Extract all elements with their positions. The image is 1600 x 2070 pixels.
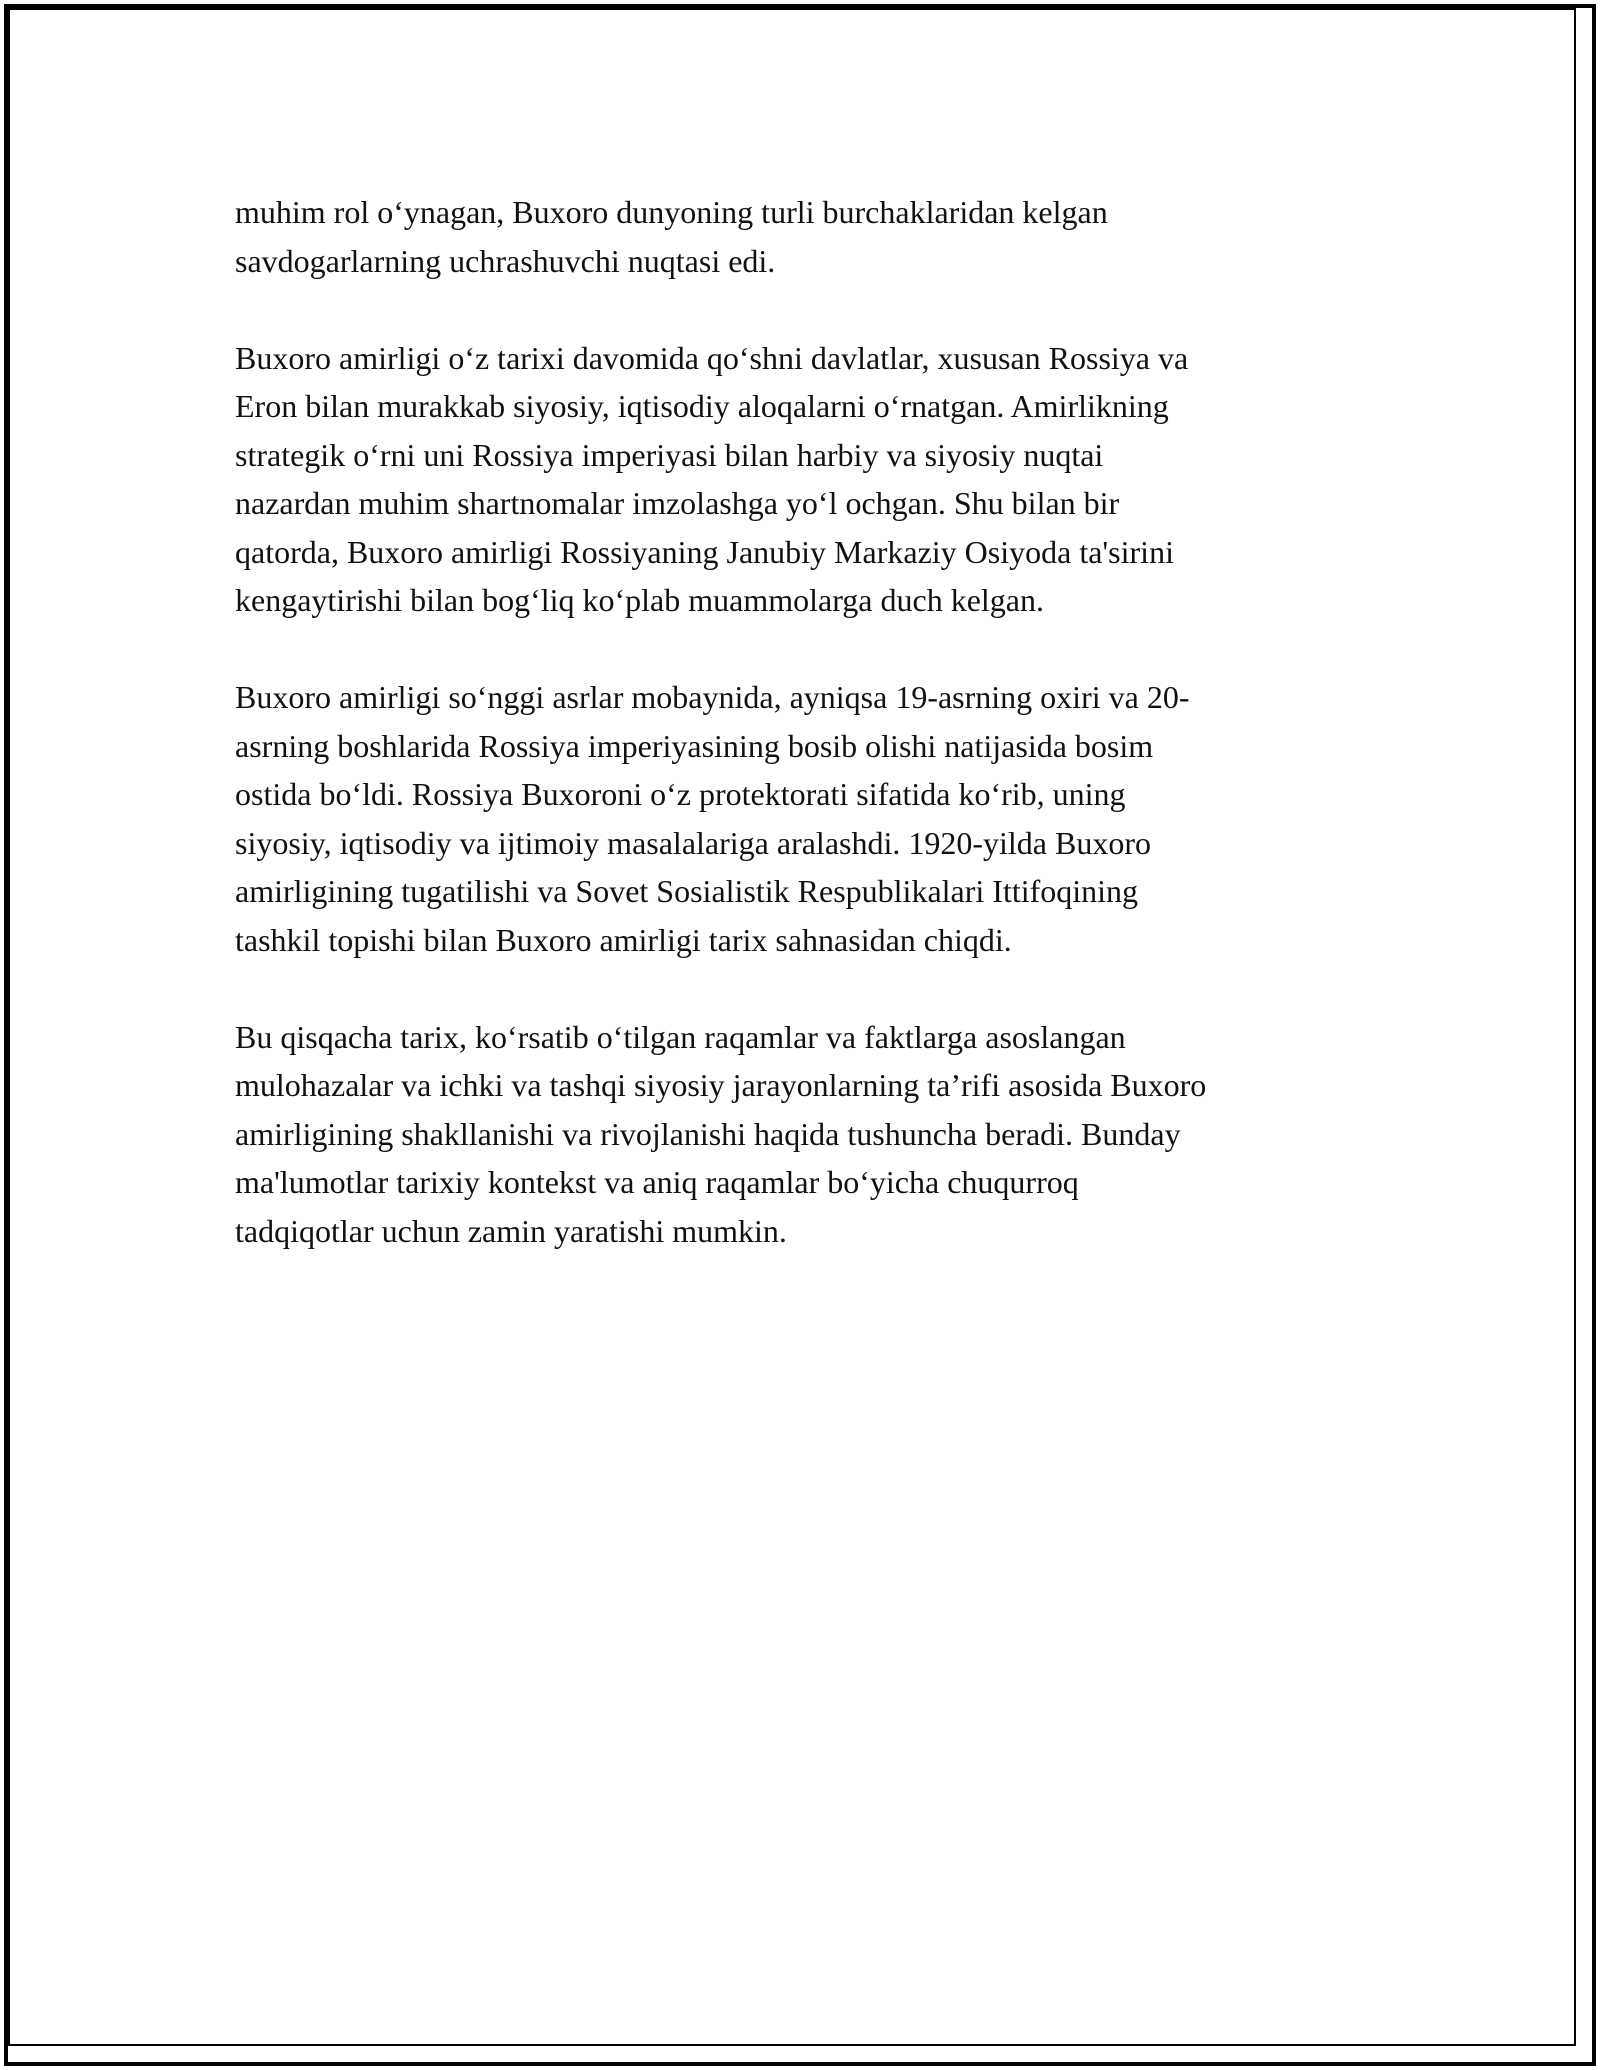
text-line: amirligining tugatilishi va Sovet Sosialistik Respublikalari Ittifoqining [235, 873, 1139, 909]
document-body [235, 188, 1375, 1304]
paragraph-1 [235, 188, 1375, 285]
text-line: nazardan muhim shartnomalar imzolashga yo‘l ochgan. Shu bilan bir [235, 485, 1120, 521]
text-line: Buxoro amirligi so‘nggi asrlar mobaynida, ayniqsa 19-asrning oxiri va 20- [235, 679, 1190, 715]
paragraph-2 [235, 334, 1375, 625]
text-line: savdogarlarning uchrashuvchi nuqtasi edi. [235, 242, 776, 279]
text-line: asrning boshlarida Rossiya imperiyasining bosib olishi natijasida bosim [235, 727, 1154, 764]
text-line: ma'lumotlar tarixiy kontekst va aniq raqamlar bo‘yicha chuqurroq [235, 1164, 1079, 1200]
text-line: mulohazalar va ichki va tashqi siyosiy jarayonlarning ta’rifi asosida Buxoro [235, 1067, 1207, 1103]
paragraph-3 [235, 673, 1375, 964]
text-line: qatorda, Buxoro amirligi Rossiyaning Janubiy Markaziy Osiyoda ta'sirini [235, 533, 1174, 570]
text-line: Bu qisqacha tarix, ko‘rsatib o‘tilgan raqamlar va faktlarga asoslangan [235, 1018, 1126, 1055]
text-line: tashkil topishi bilan Buxoro amirligi tarix sahnasidan chiqdi. [235, 921, 1012, 958]
text-line: muhim rol o‘ynagan, Buxoro dunyoning turli burchaklaridan kelgan [235, 194, 1108, 230]
text-line: ostida bo‘ldi. Rossiya Buxoroni o‘z protektorati sifatida ko‘rib, uning [235, 776, 1126, 812]
paragraph-4 [235, 1013, 1375, 1256]
text-line: siyosiy, iqtisodiy va ijtimoiy masalalariga aralashdi. 1920-yilda Buxoro [235, 824, 1151, 861]
text-line: strategik o‘rni uni Rossiya imperiyasi bilan harbiy va siyosiy nuqtai [235, 436, 1104, 473]
text-line: amirligining shakllanishi va rivojlanishi haqida tushuncha beradi. Bunday [235, 1115, 1181, 1152]
text-line: Eron bilan murakkab siyosiy, iqtisodiy aloqalarni o‘rnatgan. Amirlikning [235, 388, 1169, 424]
text-line: kengaytirishi bilan bog‘liq ko‘plab muammolarga duch kelgan. [235, 582, 1044, 618]
text-line: tadqiqotlar uchun zamin yaratishi mumkin. [235, 1212, 787, 1249]
text-line: Buxoro amirligi o‘z tarixi davomida qo‘shni davlatlar, xususan Rossiya va [235, 339, 1189, 376]
